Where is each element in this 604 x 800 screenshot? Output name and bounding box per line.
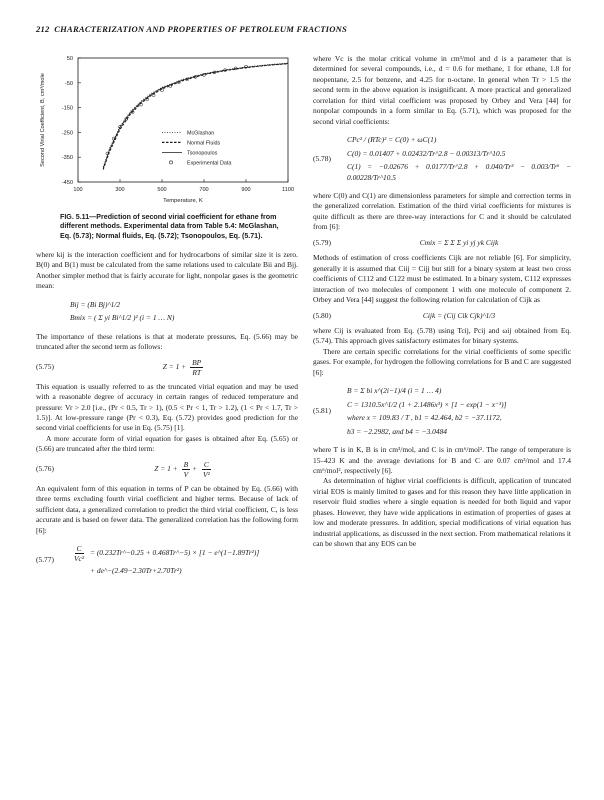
right-column (313, 54, 571, 550)
x-tick-label: 500 (157, 187, 167, 193)
fraction-denominator: V (183, 469, 189, 479)
equation-5-77 (36, 541, 298, 579)
equation-line: C(1) = −0.02676 + 0.0177/Tr^2.8 + 0.040/Tr³ − 0.003/Tr⁶ − 0.00228/Tr^10.5 (347, 162, 571, 182)
equation-5-79 (313, 238, 571, 248)
equation-line: C = 1310.5x^1/2 (1 + 2.1486x³) × [1 − exp(1 − x⁻³)] (347, 399, 507, 409)
equation-number: (5.78) (313, 153, 331, 163)
equation-number: (5.81) (313, 406, 331, 416)
fraction-denominator: V² (203, 469, 210, 479)
equation-line: CPc² / (RTc)² = C(0) + ωC(1) (347, 135, 437, 145)
chart-legend (162, 130, 231, 166)
legend-label: McGlashan (187, 130, 215, 137)
equation-number: (5.75) (36, 361, 54, 371)
running-header (36, 24, 347, 34)
equation-5-75 (36, 358, 298, 377)
equation-number: (5.77) (36, 555, 54, 565)
legend-label: Tsonopoulos (187, 150, 218, 157)
paragraph: where Cij is evaluated from Eq. (5.78) using Tcij, Pcij and ωij obtained from Eq. (5.74). This approach gives satisfactory estimates for binary systems. (313, 325, 571, 346)
equation-5-78 (313, 132, 571, 186)
legend-label: Experimental Data (187, 160, 232, 167)
y-tick-label: -350 (61, 155, 73, 162)
equation-line: Bmix = ( Σ yi Bi^1/2 )² (i = 1 … N) (70, 313, 175, 323)
x-tick-label: 900 (241, 187, 251, 193)
equation-body: Cmix = Σ Σ Σ yi yj yk Cijk (419, 237, 499, 247)
running-title: CHARACTERIZATION AND PROPERTIES OF PETROLEUM FRACTIONS (54, 24, 347, 34)
fraction-denominator: RT (192, 367, 202, 377)
equation-lhs: Z = 1 + (154, 464, 178, 473)
x-tick-label: 1100 (281, 187, 295, 193)
y-tick-label: -50 (64, 80, 73, 87)
paragraph: There are certain specific correlations for the virial coefficients of some specific gases. For example, for hydrogen the following correlations for B and C are suggested [6]: (313, 346, 571, 377)
x-tick-label: 300 (115, 187, 125, 193)
plus-sign: + (192, 464, 198, 473)
page-number: 212 (36, 24, 50, 34)
paragraph: This equation is usually referred to as the truncated virial equation and may be used with a reasonable degree of accuracy in certain ranges of reduced temperature and pressure: Vr > 2.0 [i.e., (Pr < 0.5, Tr > 1), (0.5 < Pr < 1, Tr > 1.2), (1 < Pr < 1.7, Tr > 1.5)]. At low-pressure range (Pr < 0.3), Eq. (5.72) provides good prediction for the second virial coefficients for use in Eq. (5.75) [1]. (36, 381, 298, 433)
y-tick-label: -150 (61, 105, 73, 112)
equation-lhs: Z = 1 + (162, 361, 187, 371)
equation-number: (5.76) (36, 464, 54, 474)
plot-frame (78, 58, 288, 182)
y-axis-label: Second Virial Coefficient, B, cm³/mole (40, 73, 46, 167)
paragraph: A more accurate form of virial equation for gases is obtained after Eq. (5.65) or (5.66) are truncated after the third term: (36, 433, 298, 454)
paragraph: The importance of these relations is that at moderate pressures, Eq. (5.66) may be truncated after the second term as follows: (36, 331, 298, 352)
legend-label: Normal Fluids (187, 140, 221, 147)
equation-5-76 (36, 460, 298, 479)
x-tick-label: 100 (73, 187, 83, 193)
equation-line: b3 = −2.2982, and b4 = −3.0484 (347, 426, 448, 436)
equation-geometric-mean (36, 297, 298, 327)
x-axis-label: Temperature, K (163, 198, 203, 204)
fraction-numerator: C (76, 544, 82, 554)
y-tick-label: -250 (61, 130, 73, 137)
paragraph: where T is in K, B is in cm³/mol, and C is in cm⁶/mol². The range of temperature is 15–423 K and the average deviations for B and C are 0.07 cm³/mol and 17.4 cm⁶/mol², respectively [6]. (313, 445, 571, 475)
paragraph: where C(0) and C(1) are dimensionless parameters for simple and correction terms in the generalized correlation. Estimation of the third virial coefficients for mixtures is quite difficult as there are three-way interactions for C and it should be calculated from [6]: (313, 190, 571, 232)
equation-number: (5.80) (313, 310, 331, 320)
paragraph: An equivalent form of this equation in terms of P can be obtained by Eq. (5.66) with three terms excluding fourth virial coefficient and higher terms. Because of lack of sufficient data, a generalized correlation to predict the third virial coefficient, C, is less accurate and is based on fewer data. The generalized correlation has the following form [6]: (36, 483, 298, 535)
equation-line: where x = 109.83 / T , b1 = 42.464, b2 = −37.1172, (347, 413, 502, 423)
equation-line: Bij = (Bi Bj)^1/2 (70, 299, 121, 309)
equation-line: + de^−(2.49−2.30Tr+2.70Tr²) (90, 566, 182, 576)
equation-5-81 (313, 383, 571, 440)
fraction-denominator: Vc² (74, 554, 85, 564)
y-tick-label: -450 (61, 180, 73, 186)
equation-5-80 (313, 311, 571, 321)
paragraph: where Vc is the molar critical volume in cm³/mol and d is a parameter that is determined for several compounds, i.e., d = 0.6 for methane, 1 for ethane, 1.8 for neopentane, 2.5 for benzene, and 4.25 for n-octane. In general when Tr > 1.5 the second term in the above equation is insignificant. A more practical and generalized correlation for third virial coefficient was proposed by Orbey and Vera [44] for nonpolar compounds in a form similar to Eq. (5.71), which was proposed for the second virial coefficients: (313, 54, 571, 126)
fraction-numerator: C (203, 459, 209, 469)
x-tick-label: 700 (199, 187, 209, 193)
figure-caption: FIG. 5.11—Prediction of second virial coefficient for ethane from different methods. Experimental data from Table 5.4: McGlashan, Eq. (5.73); Normal fluids, Eq. (5.72); Tsonopoulos, Eq. (5.71). (60, 213, 279, 240)
chart-axes (40, 56, 294, 204)
left-column (36, 250, 298, 585)
equation-line: B = Σ bi x^(2i−1)/4 (i = 1 … 4) (347, 386, 442, 396)
paragraph: As determination of higher virial coefficients is difficult, application of truncated virial EOS is mainly limited to gases and for this reason they have little application in reservoir fluid studies where a single equation is needed for both liquid and vapor phases. However, they have wide applications in estimation of properties of gases at low and moderate pressures. In addition, special modifications of virial equation has industrial applications, as discussed in the next section. From mathematical relations it can be shown that any EOS can be (313, 476, 571, 549)
virial-chart (30, 52, 300, 212)
paragraph: Methods of estimation of cross coefficients Cijk are not reliable [6]. For simplicity, generally it is assumed that Ciij = Cijj but still for a binary system at least two cross coefficients of C112 and C122 must be estimated. In a binary system, C112 expresses interaction of two molecules of component 1 with one molecule of component 2. Orbey and Vera [44] suggest the following relation for calculation of Cijk as (313, 253, 571, 305)
equation-body: Cijk = (Cij Cik Cjk)^1/3 (422, 310, 496, 320)
paragraph: where kij is the interaction coefficient and for hydrocarbons of similar size it is zero. B(0) and B(1) must be calculated from the same relations used to calculate Bii and Bjj. Another simpler method that is fairly accurate for light, nonpolar gases is the geometric mean: (36, 250, 298, 291)
data-point (161, 89, 164, 92)
equation-line: C(0) = 0.01407 + 0.02432/Tr^2.8 − 0.00313/Tr^10.5 (347, 148, 506, 158)
y-tick-label: 50 (66, 56, 73, 62)
fraction-numerator: B (183, 459, 189, 469)
legend-marker (169, 161, 172, 164)
equation-line: = (0.232Tr^−0.25 + 0.468Tr^−5) × [1 − e^(1−1.89Tr²)] (89, 548, 260, 558)
fraction-numerator: BP (192, 357, 202, 367)
equation-number: (5.79) (313, 237, 331, 247)
